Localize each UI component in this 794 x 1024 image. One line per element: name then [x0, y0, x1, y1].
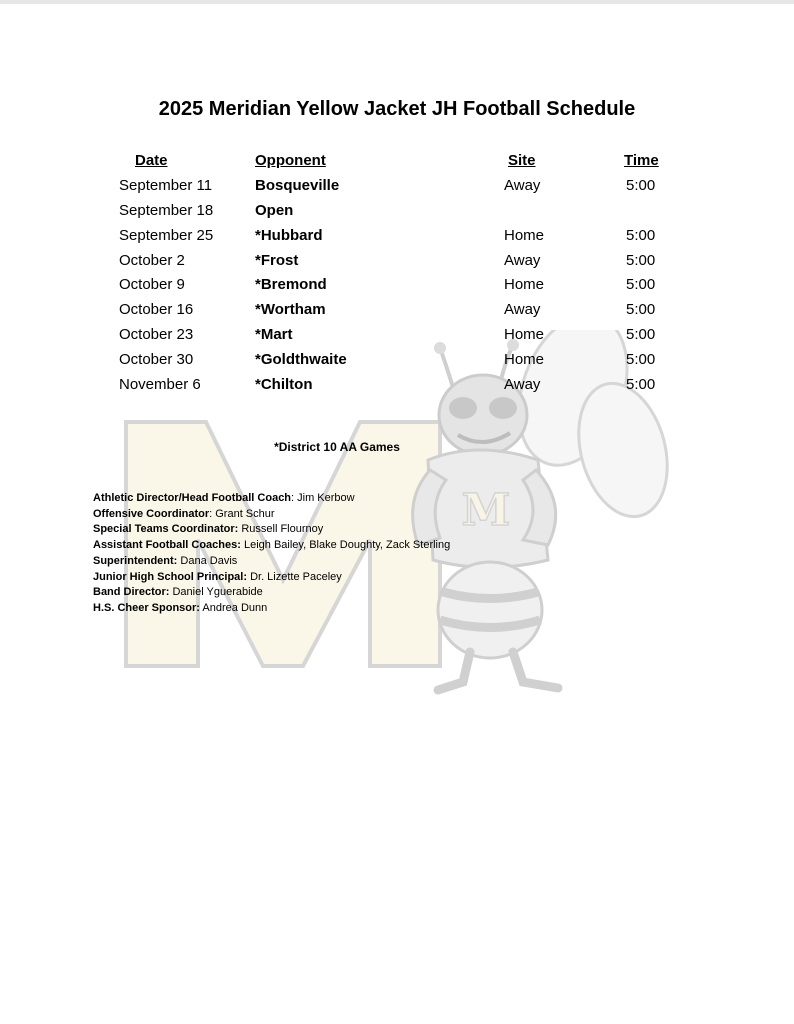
game-date: September 18: [119, 202, 214, 219]
header-opponent: Opponent: [255, 152, 326, 169]
staff-line: [93, 522, 450, 538]
staff-line: [93, 554, 450, 570]
game-opponent: *Bremond: [255, 276, 327, 293]
header-time: Time: [624, 152, 659, 169]
game-date: September 25: [119, 227, 214, 244]
district-games-note: *District 10 AA Games: [274, 440, 400, 454]
game-site: Away: [504, 301, 541, 318]
header-site: Site: [508, 152, 536, 169]
game-time: 5:00: [626, 301, 656, 318]
game-time: 5:00: [626, 351, 656, 368]
staff-line: [93, 491, 450, 507]
staff-line: [93, 570, 450, 586]
game-date: October 2: [119, 252, 185, 269]
game-time: 5:00: [626, 326, 656, 343]
game-time: 5:00: [626, 376, 656, 393]
game-opponent: *Hubbard: [255, 227, 323, 244]
staff-line: [93, 538, 450, 554]
schedule-row: [0, 326, 794, 350]
schedule-row: [0, 351, 794, 375]
staff-role: Junior High School Principal:: [93, 570, 248, 583]
game-site: Away: [504, 177, 541, 194]
staff-role: Superintendent:: [93, 554, 178, 567]
game-opponent: Bosqueville: [255, 177, 340, 194]
game-date: October 23: [119, 326, 194, 343]
game-opponent: *Wortham: [255, 301, 326, 318]
staff-name: Leigh Bailey, Blake Doughty, Zack Sterling: [240, 539, 451, 552]
staff-name: Dana Davis: [177, 554, 238, 567]
game-date: November 6: [119, 376, 201, 393]
game-opponent: *Frost: [255, 252, 299, 269]
staff-role: Assistant Football Coaches:: [93, 539, 241, 552]
staff-name: : Grant Schur: [209, 507, 275, 520]
staff-role: H.S. Cheer Sponsor:: [93, 601, 200, 614]
staff-name: Russell Flournoy: [238, 523, 324, 536]
staff-line: [93, 507, 450, 523]
game-site: Home: [504, 276, 545, 293]
game-date: October 30: [119, 351, 194, 368]
game-time: 5:00: [626, 252, 656, 269]
game-opponent: Open: [255, 202, 294, 219]
game-opponent: *Mart: [255, 326, 293, 343]
schedule-row: [0, 301, 794, 325]
header-date: Date: [135, 152, 168, 169]
schedule-row: [0, 177, 794, 201]
staff-name: Daniel Yguerabide: [169, 586, 263, 599]
staff-name: Andrea Dunn: [199, 601, 268, 614]
game-date: September 11: [119, 177, 213, 194]
game-site: Away: [504, 376, 541, 393]
staff-role: Athletic Director/Head Football Coach: [93, 492, 292, 504]
game-opponent: *Goldthwaite: [255, 351, 347, 368]
staff-role: Band Director:: [93, 586, 170, 599]
page-title: 2025 Meridian Yellow Jacket JH Football Schedule: [158, 98, 636, 120]
game-site: Home: [504, 351, 545, 368]
game-date: October 16: [119, 301, 194, 318]
game-site: Home: [504, 227, 545, 244]
game-opponent: *Chilton: [255, 376, 313, 393]
game-time: 5:00: [626, 177, 656, 194]
schedule-row: [0, 227, 794, 251]
schedule-row: [0, 376, 794, 400]
game-site: Away: [504, 252, 541, 269]
staff-list: [93, 491, 450, 617]
staff-name: : Jim Kerbow: [291, 492, 355, 504]
staff-line: [93, 601, 450, 617]
staff-role: Offensive Coordinator: [93, 507, 210, 520]
staff-name: Dr. Lizette Paceley: [247, 570, 342, 583]
schedule-row: [0, 276, 794, 300]
game-time: 5:00: [626, 227, 656, 244]
game-time: 5:00: [626, 276, 656, 293]
game-site: Home: [504, 326, 545, 343]
game-date: October 9: [119, 276, 185, 293]
schedule-row: [0, 252, 794, 276]
staff-line: [93, 585, 450, 601]
jersey-letter: M: [461, 485, 511, 536]
staff-role: Special Teams Coordinator:: [93, 523, 239, 536]
schedule-row: [0, 202, 794, 226]
